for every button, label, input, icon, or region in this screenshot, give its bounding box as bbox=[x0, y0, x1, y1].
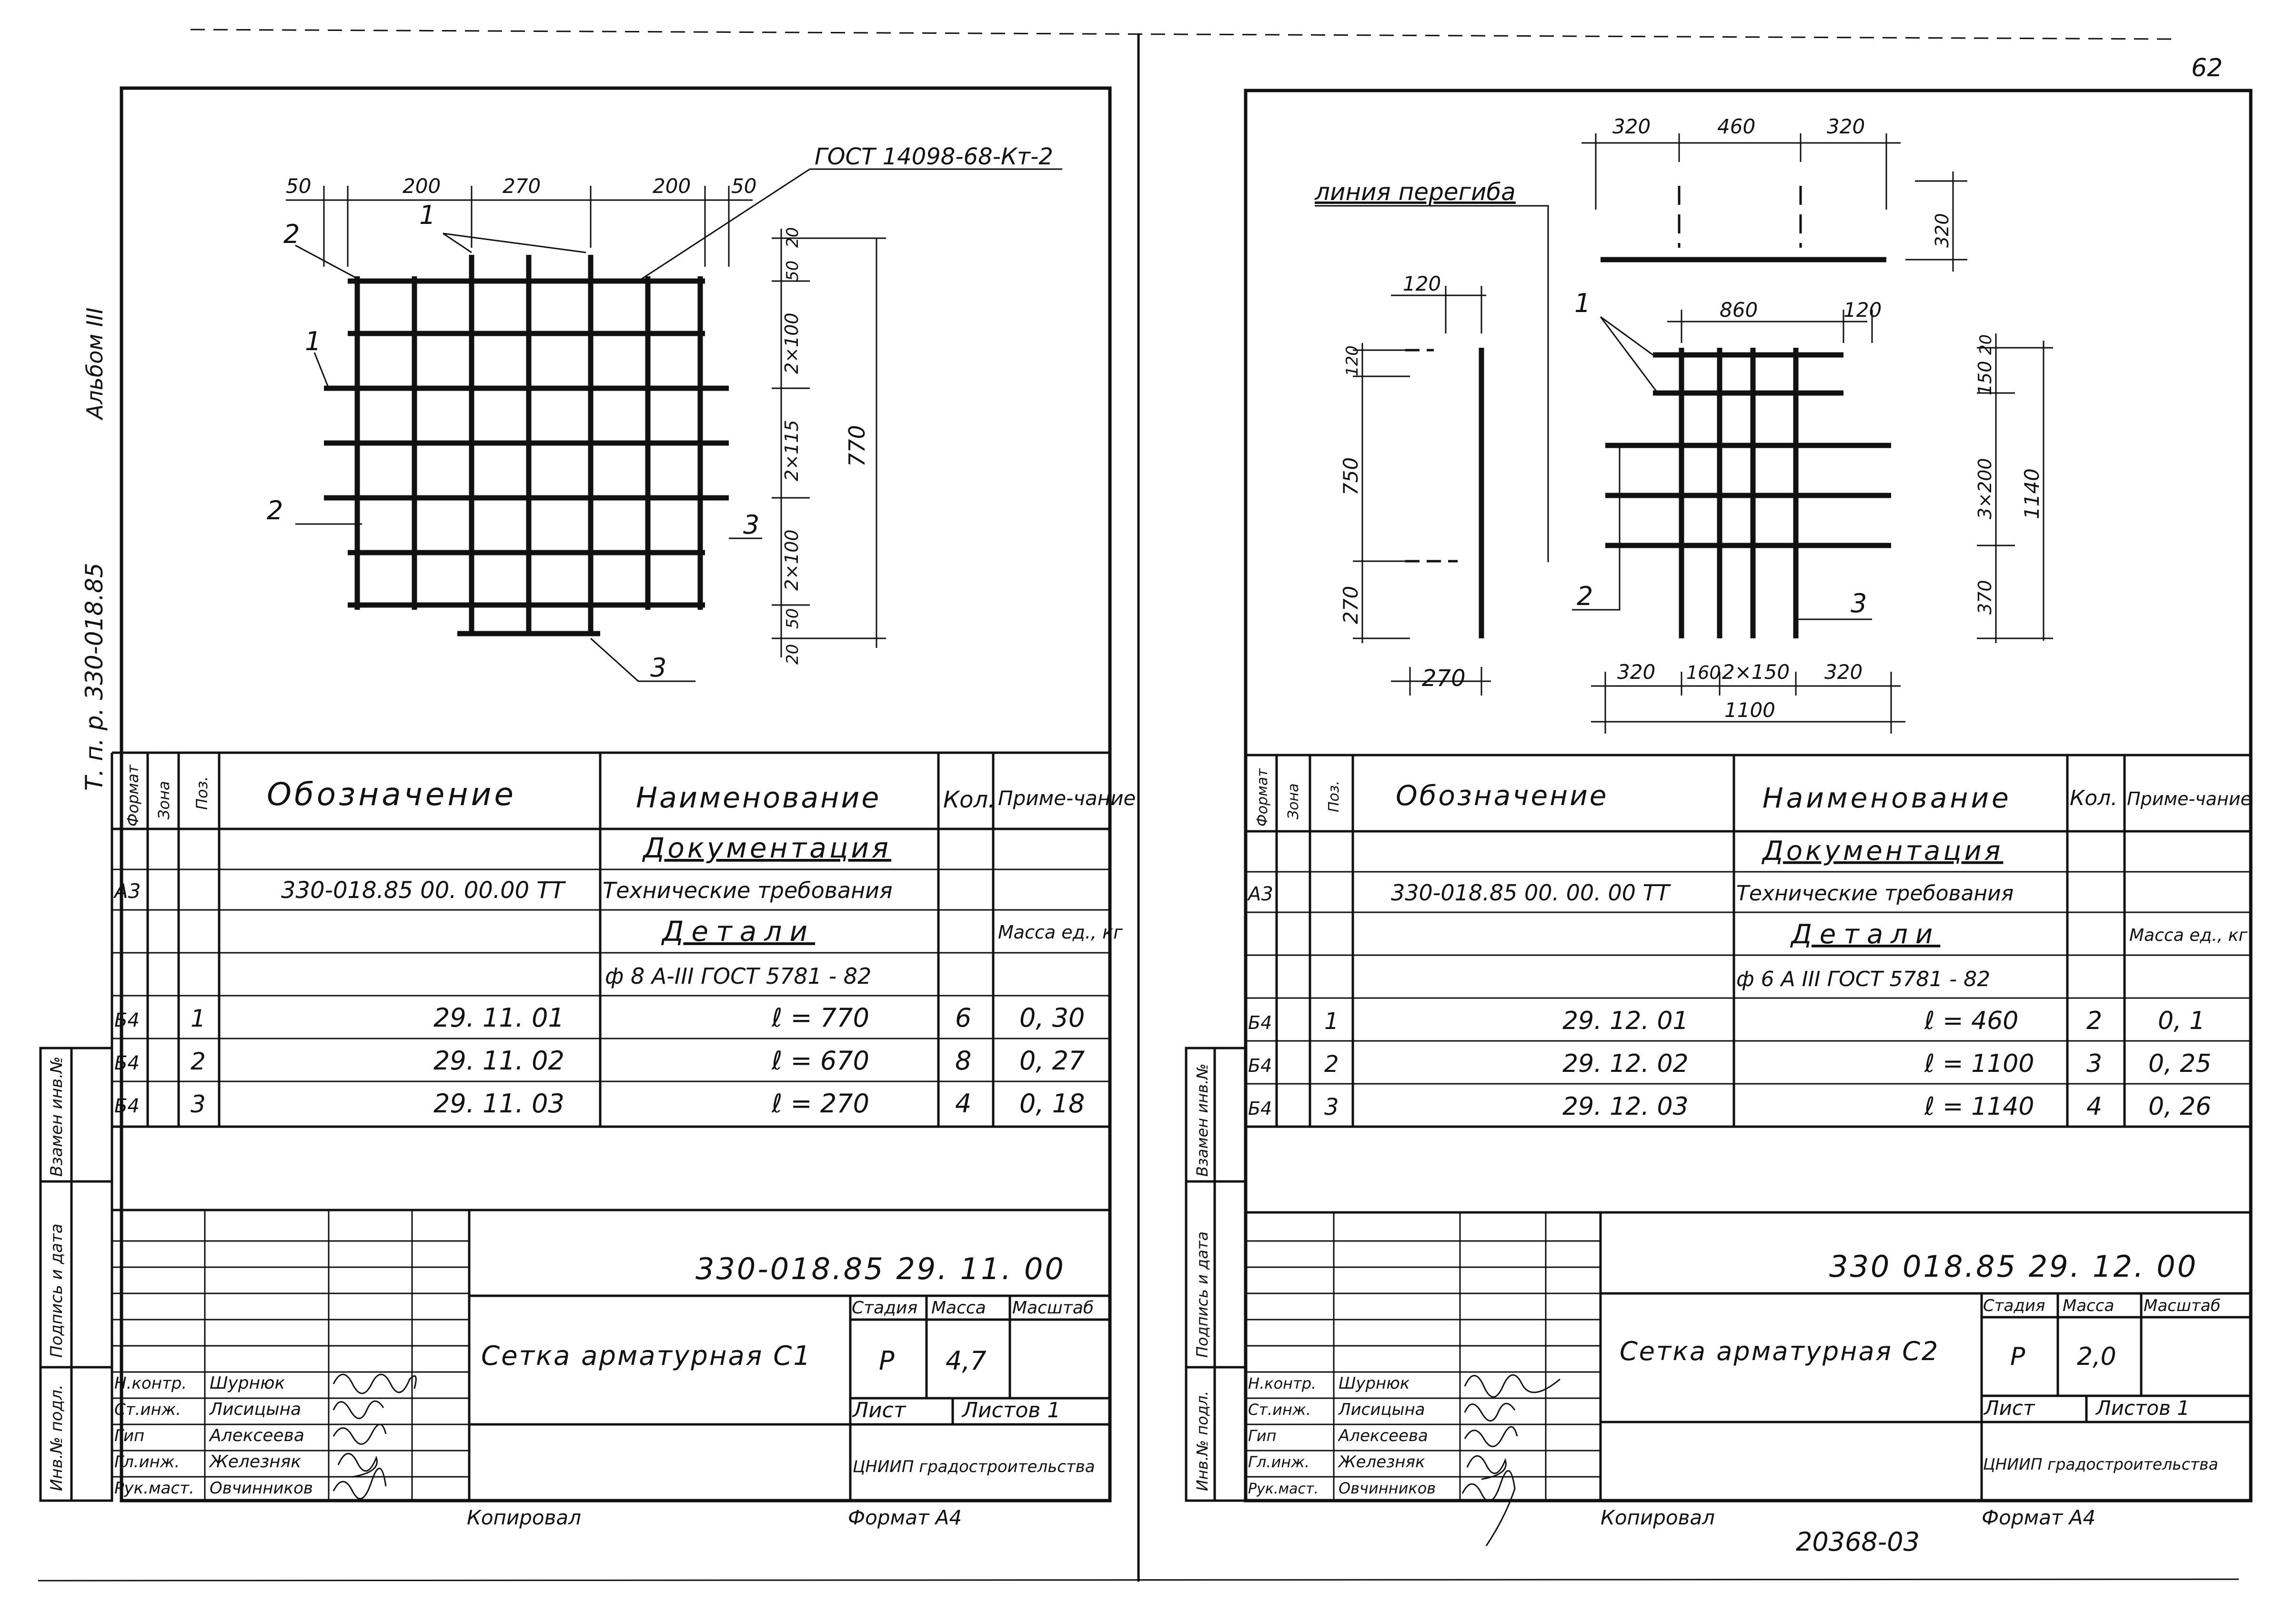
mass-header: Масса ед., кг bbox=[2129, 926, 2248, 945]
row3-poz: 3 bbox=[1324, 1094, 1339, 1120]
doc-oboznachenie: 330-018.85 00. 00.00 ТТ bbox=[281, 877, 565, 904]
signature bbox=[333, 1374, 416, 1393]
tb-massa: 4,7 bbox=[946, 1346, 987, 1376]
row3-oboznachenie: 29. 11. 03 bbox=[433, 1089, 564, 1119]
signature bbox=[333, 1468, 386, 1499]
left-podpis-data: Подпись и дата bbox=[47, 1223, 66, 1358]
row1-format: Б4 bbox=[114, 1009, 140, 1031]
row1-naimenovanie: ℓ = 770 bbox=[772, 1003, 869, 1033]
doc-naimenovanie: Технические требования bbox=[603, 878, 893, 903]
left-dim-2: 120 bbox=[1343, 345, 1362, 376]
top-dim-2: 460 bbox=[1717, 115, 1756, 138]
pos-label-3b: 3 bbox=[650, 653, 667, 683]
left-inv-zam: Взамен инв.№ bbox=[47, 1056, 66, 1177]
tb-name: Сетка арматурная С2 bbox=[1620, 1336, 1940, 1366]
tb-name-5: Овчинников bbox=[1339, 1479, 1436, 1497]
row3-poz: 3 bbox=[191, 1090, 206, 1118]
pos-label-2b: 2 bbox=[267, 495, 283, 525]
section-docs: Документация bbox=[1762, 836, 2004, 867]
row2-kol: 8 bbox=[955, 1046, 972, 1076]
pos-label-2: 2 bbox=[1577, 581, 1593, 611]
tb-code: 330 018.85 29. 12. 00 bbox=[1829, 1249, 2198, 1284]
right-title-block bbox=[1246, 1212, 2251, 1546]
tb-stadia-label: Стадия bbox=[852, 1298, 918, 1318]
signature bbox=[333, 1424, 386, 1444]
pos-leader bbox=[443, 233, 586, 252]
right-podpis-data: Подпись и дата bbox=[1193, 1231, 1211, 1358]
doc-format: А3 bbox=[114, 879, 141, 903]
left-kopiroval: Копировал bbox=[467, 1506, 581, 1529]
top-dim-1: 320 bbox=[1612, 115, 1651, 138]
row2-oboznachenie: 29. 12. 02 bbox=[1562, 1049, 1689, 1078]
hdr-naimenovanie: Наименование bbox=[1762, 782, 2012, 814]
row2-format: Б4 bbox=[1248, 1055, 1272, 1076]
mid-dim-1: 860 bbox=[1720, 298, 1758, 322]
sheet-left bbox=[40, 88, 1136, 1529]
tb-org: ЦНИИП градостроительства bbox=[853, 1457, 1095, 1476]
bend-leader bbox=[1315, 206, 1548, 562]
pos-leader bbox=[295, 245, 362, 281]
tb-listov-label: Листов 1 bbox=[962, 1398, 1061, 1422]
row2-primechanie: 0, 25 bbox=[2148, 1049, 2212, 1078]
doc-naimenovanie: Технические требования bbox=[1736, 881, 2014, 906]
right-spec-table bbox=[1246, 755, 2252, 1127]
tb-role-5: Рук.маст. bbox=[114, 1479, 194, 1498]
tb-role-5: Рук.маст. bbox=[1248, 1481, 1319, 1497]
row2-oboznachenie: 29. 11. 02 bbox=[433, 1046, 564, 1076]
tb-name: Сетка арматурная С1 bbox=[481, 1341, 812, 1372]
row2-primechanie: 0, 27 bbox=[1019, 1046, 1085, 1076]
row3-format: Б4 bbox=[114, 1095, 140, 1117]
row3-kol: 4 bbox=[955, 1089, 972, 1119]
tb-name-3: Алексеева bbox=[1339, 1426, 1428, 1445]
signature bbox=[1467, 1456, 1506, 1479]
top-dim-3: 270 bbox=[503, 174, 541, 198]
right-dim-2: 150 bbox=[1974, 361, 1995, 395]
material: ф 6 А III ГОСТ 5781 - 82 bbox=[1736, 967, 1991, 991]
tb-code: 330-018.85 29. 11. 00 bbox=[695, 1251, 1066, 1286]
right-dim-3: 2×100 bbox=[781, 313, 802, 374]
row3-naimenovanie: ℓ = 1140 bbox=[1924, 1092, 2034, 1121]
row1-poz: 1 bbox=[191, 1005, 206, 1032]
top-dim-1: 50 bbox=[286, 174, 312, 198]
hdr-poz: Поз. bbox=[193, 776, 211, 810]
row1-primechanie: 0, 1 bbox=[2158, 1007, 2205, 1035]
page-number: 62 bbox=[2191, 54, 2223, 82]
top-dim-5: 50 bbox=[731, 174, 757, 198]
top-dim-2: 200 bbox=[403, 174, 441, 198]
tb-role-4: Гл.инж. bbox=[1248, 1453, 1310, 1471]
right-dim-3: 3×200 bbox=[1974, 458, 1995, 519]
row2-kol: 3 bbox=[2086, 1049, 2103, 1078]
right-mesh-drawing bbox=[1314, 115, 2053, 734]
tb-massa-label: Масса bbox=[2063, 1296, 2115, 1315]
pos-label-3: 3 bbox=[1851, 588, 1867, 618]
row3-naimenovanie: ℓ = 270 bbox=[772, 1089, 869, 1119]
left-album-label: Альбом III bbox=[82, 307, 108, 419]
sheet-right bbox=[1186, 91, 2252, 1557]
hdr-naimenovanie: Наименование bbox=[636, 781, 881, 815]
hdr-zona: Зона bbox=[155, 781, 173, 819]
left-title-block bbox=[112, 1210, 1110, 1501]
left-dim-1: 120 bbox=[1403, 272, 1441, 295]
pos-leader bbox=[1601, 317, 1658, 393]
tb-role-1: Н.контр. bbox=[1248, 1374, 1317, 1392]
pos-leader bbox=[1601, 317, 1653, 355]
material: ф 8 А-III ГОСТ 5781 - 82 bbox=[605, 963, 872, 989]
overall-height: 770 bbox=[844, 425, 870, 467]
pos-label-3: 3 bbox=[743, 510, 760, 540]
mass-header: Масса ед., кг bbox=[998, 922, 1123, 943]
row1-naimenovanie: ℓ = 460 bbox=[1924, 1007, 2019, 1035]
section-parts: Детали bbox=[662, 915, 816, 948]
row2-format: Б4 bbox=[114, 1052, 140, 1074]
bend-label: линия перегиба bbox=[1315, 178, 1516, 206]
row1-primechanie: 0, 30 bbox=[1019, 1003, 1085, 1033]
tb-role-3: Гип bbox=[114, 1426, 145, 1445]
hdr-format: Формат bbox=[1254, 768, 1271, 827]
tb-name-4: Железняк bbox=[210, 1452, 302, 1472]
tb-masshtab-label: Масштаб bbox=[1012, 1298, 1094, 1318]
hdr-primechanie: Приме-чание bbox=[998, 787, 1136, 810]
right-dim-4: 2×115 bbox=[781, 420, 802, 481]
bottom-dim-2: 160 bbox=[1686, 662, 1721, 683]
row3-format: Б4 bbox=[1248, 1098, 1272, 1119]
hdr-kol: Кол. bbox=[2070, 786, 2118, 810]
tb-role-4: Гл.инж. bbox=[114, 1453, 180, 1472]
right-inv-zam: Взамен инв.№ bbox=[1193, 1063, 1211, 1177]
left-format: Формат А4 bbox=[848, 1506, 962, 1529]
right-dim-4: 370 bbox=[1974, 580, 1995, 615]
right-format: Формат А4 bbox=[1982, 1506, 2096, 1529]
left-mesh-drawing bbox=[267, 143, 1062, 683]
right-kopiroval: Копировал bbox=[1601, 1506, 1715, 1529]
hdr-kol: Кол. bbox=[943, 787, 996, 813]
scan-top-edge bbox=[191, 30, 2172, 39]
tb-list-label: Лист bbox=[1984, 1396, 2035, 1420]
tb-name-1: Шурнюк bbox=[1339, 1374, 1410, 1393]
row3-oboznachenie: 29. 12. 03 bbox=[1562, 1092, 1689, 1121]
tb-stadia-label: Стадия bbox=[1983, 1296, 2045, 1315]
mid-dim-2: 120 bbox=[1843, 298, 1882, 322]
left-dim-4: 270 bbox=[1339, 585, 1362, 624]
top-dim-4: 200 bbox=[653, 174, 691, 198]
right-dim-1: 20 bbox=[783, 227, 802, 248]
pos-label-1: 1 bbox=[1574, 288, 1591, 318]
tb-masshtab-label: Масштаб bbox=[2144, 1296, 2221, 1315]
pos-label-1: 1 bbox=[419, 200, 436, 230]
right-dim-7: 20 bbox=[783, 644, 802, 665]
row2-naimenovanie: ℓ = 1100 bbox=[1924, 1049, 2034, 1078]
tb-name-2: Лисицына bbox=[210, 1400, 302, 1419]
right-dim-2: 50 bbox=[783, 260, 802, 281]
bottom-dim-1: 320 bbox=[1617, 660, 1656, 684]
doc-format: А3 bbox=[1248, 883, 1273, 905]
tb-role-1: Н.контр. bbox=[114, 1374, 187, 1393]
left-dim-3: 750 bbox=[1339, 457, 1362, 495]
tb-stadia: Р bbox=[2010, 1342, 2025, 1371]
right-dim-1: 20 bbox=[1976, 334, 1995, 355]
gost-label: ГОСТ 14098-68-Кт-2 bbox=[815, 143, 1053, 170]
right-dim-5: 2×100 bbox=[781, 529, 802, 591]
tb-role-2: Ст.инж. bbox=[114, 1400, 181, 1419]
signature bbox=[333, 1401, 383, 1418]
bottom-dim-4: 320 bbox=[1824, 660, 1863, 684]
row1-kol: 2 bbox=[2086, 1007, 2103, 1035]
tb-role-3: Гип bbox=[1248, 1427, 1277, 1445]
small-width: 270 bbox=[1422, 665, 1466, 692]
tb-org: ЦНИИП градостроительства bbox=[1983, 1455, 2218, 1473]
right-inv-podl: Инв.№ подл. bbox=[1193, 1391, 1211, 1491]
bottom-dim-3: 2×150 bbox=[1722, 660, 1790, 684]
row1-oboznachenie: 29. 11. 01 bbox=[433, 1003, 564, 1033]
hdr-oboznachenie: Обозначение bbox=[267, 776, 516, 813]
row3-primechanie: 0, 18 bbox=[1019, 1089, 1085, 1119]
tb-name-5: Овчинников bbox=[210, 1479, 313, 1498]
row3-kol: 4 bbox=[2086, 1092, 2103, 1121]
tb-name-2: Лисицына bbox=[1339, 1400, 1425, 1419]
row1-kol: 6 bbox=[955, 1003, 972, 1033]
row2-naimenovanie: ℓ = 670 bbox=[772, 1046, 869, 1076]
hdr-zona: Зона bbox=[1285, 783, 1302, 819]
pos-leader bbox=[591, 638, 695, 681]
doc-oboznachenie: 330-018.85 00. 00. 00 ТТ bbox=[1391, 880, 1670, 906]
signature bbox=[1465, 1403, 1515, 1421]
hdr-poz: Поз. bbox=[1326, 780, 1342, 812]
overall-width: 1100 bbox=[1724, 698, 1775, 722]
pos-label-1b: 1 bbox=[305, 326, 322, 356]
signature bbox=[1462, 1471, 1515, 1546]
top-dim-3: 320 bbox=[1827, 115, 1865, 138]
row1-oboznachenie: 29. 12. 01 bbox=[1562, 1007, 1689, 1035]
pos-leader bbox=[314, 353, 329, 388]
tb-massa: 2,0 bbox=[2077, 1342, 2116, 1371]
section-parts: Детали bbox=[1791, 919, 1941, 950]
stamp-number: 20368-03 bbox=[1796, 1527, 1920, 1557]
pos-label-2: 2 bbox=[283, 219, 300, 249]
hdr-format: Формат bbox=[124, 765, 142, 827]
tb-name-1: Шурнюк bbox=[210, 1373, 285, 1393]
row1-poz: 1 bbox=[1324, 1008, 1339, 1035]
left-inv-podl: Инв.№ подл. bbox=[47, 1384, 66, 1491]
tb-name-3: Алексеева bbox=[210, 1426, 304, 1445]
right-dim-6: 50 bbox=[783, 608, 802, 629]
row2-poz: 2 bbox=[1324, 1051, 1339, 1078]
top-side-dim: 320 bbox=[1932, 213, 1953, 248]
tb-massa-label: Масса bbox=[931, 1298, 986, 1318]
hdr-oboznachenie: Обозначение bbox=[1396, 779, 1609, 812]
overall-height: 1140 bbox=[2020, 468, 2044, 519]
signature bbox=[1465, 1427, 1517, 1446]
signature bbox=[338, 1453, 377, 1477]
section-docs: Документация bbox=[643, 832, 891, 864]
row2-poz: 2 bbox=[191, 1048, 206, 1075]
tb-list-label: Лист bbox=[853, 1398, 906, 1422]
hdr-primechanie: Приме-чание bbox=[2127, 788, 2252, 809]
left-spec-table bbox=[112, 753, 1136, 1127]
tb-stadia: Р bbox=[879, 1346, 895, 1376]
row3-primechanie: 0, 26 bbox=[2148, 1092, 2212, 1121]
tb-name-4: Железняк bbox=[1339, 1453, 1425, 1472]
left-series-label: Т. п. р. 330-018.85 bbox=[81, 563, 108, 791]
tb-listov-label: Листов 1 bbox=[2096, 1396, 2190, 1420]
row1-format: Б4 bbox=[1248, 1012, 1272, 1033]
tb-role-2: Ст.инж. bbox=[1248, 1401, 1311, 1419]
